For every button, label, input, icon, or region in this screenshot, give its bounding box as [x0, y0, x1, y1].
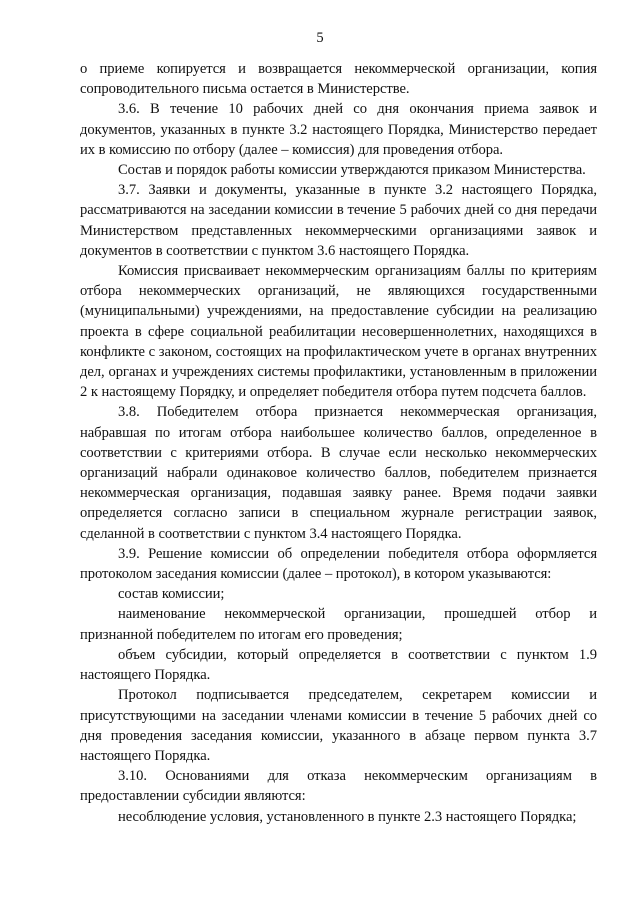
paragraph: о приеме копируется и возвращается некоммерческой организации, копия сопроводительного письма остается в Министерстве. — [80, 61, 597, 98]
paragraph: Комиссия присваивает некоммерческим организациям баллы по критериям отбора некоммерческих организаций, не являющихся государственными (муниципальными) учреждениями, на предоставление субсидии на реализацию проекта в сфере социальной реабилитации несовершеннолетних, находящихся в конфликте с законом, состоящих на профилактическом учете в органах внутренних дел, органах и учреждениях системы профилактики, установленным в приложении 2 к настоящему Порядку, и определяет победителя отбора путем подсчета баллов. — [80, 263, 597, 401]
document-body — [80, 59, 597, 827]
paragraph: 3.7. Заявки и документы, указанные в пункте 3.2 настоящего Порядка, рассматриваются на заседании комиссии в течение 5 рабочих дней со дня передачи Министерством представленных некоммерческими организациями заявок и документов в соответствии с пунктом 3.6 настоящего Порядка. — [80, 182, 597, 259]
paragraph: несоблюдение условия, установленного в пункте 2.3 настоящего Порядка; — [118, 808, 577, 825]
paragraph: Состав и порядок работы комиссии утверждаются приказом Министерства. — [118, 162, 586, 179]
paragraph: 3.6. В течение 10 рабочих дней со дня окончания приема заявок и документов, указанных в пункте 3.2 настоящего Порядка, Министерство передает их в комиссию по отбору (далее – комиссия) для проведения отбора. — [80, 101, 597, 158]
paragraph: 3.9. Решение комиссии об определении победителя отбора оформляется протоколом заседания комиссии (далее – протокол), в котором указываются: — [80, 545, 597, 583]
paragraph: 3.10. Основаниями для отказа некоммерческим организациям в предоставлении субсидии являются: — [80, 768, 597, 805]
paragraph: Протокол подписывается председателем, секретарем комиссии и присутствующими на заседании членами комиссии в течение 5 рабочих дней со дня проведения заседания комиссии, указанного в абзаце первом пункта 3.7 настоящего Порядка. — [80, 687, 597, 764]
paragraph: наименование некоммерческой организации, прошедшей отбор и признанной победителем по итогам его проведения; — [80, 606, 597, 643]
paragraph: объем субсидии, который определяется в соответствии с пунктом 1.9 настоящего Порядка. — [80, 646, 597, 684]
paragraph: 3.8. Победителем отбора признается некоммерческая организация, набравшая по итогам отбора наибольшее количество баллов, определенное в соответствии с критериями отбора. В случае если несколько некоммерческих организаций набрали одинаковое количество баллов, победителем признается некоммерческая организация, подавшая заявку ранее. Время подачи заявки определяется согласно записи в специальном журнале регистрации заявок, сделанной в соответствии с пунктом 3.4 настоящего Порядка. — [80, 404, 597, 542]
page-number: 5 — [316, 30, 324, 46]
paragraph: состав комиссии; — [118, 586, 225, 603]
